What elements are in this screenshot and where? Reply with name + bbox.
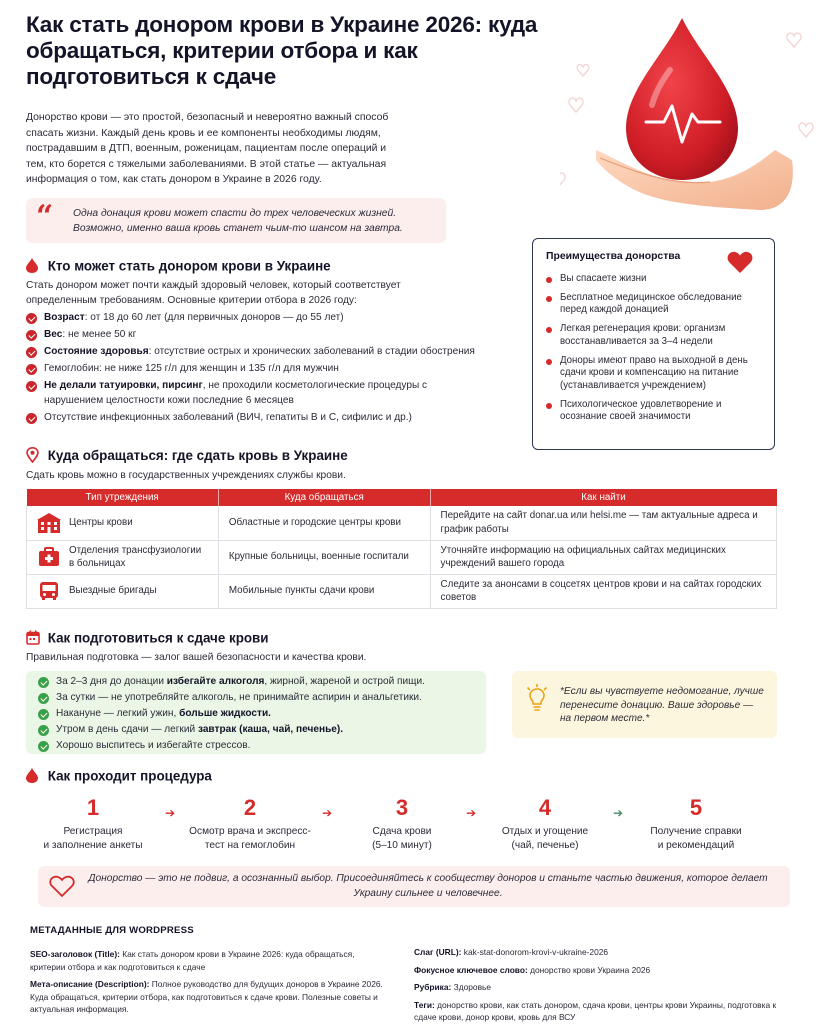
- blood-drop-icon: [26, 258, 44, 276]
- arrow-right-icon: ➔: [466, 806, 477, 820]
- preparation-box: [26, 671, 486, 754]
- step-number: 1: [86, 795, 100, 820]
- meta-tags: Теги: донорство крови, как стать донором, сдача крови, центры крови Украины, подготовка к сдаче крови, донор крови, кровь для ВСУ: [414, 999, 777, 1022]
- criteria-list: [26, 311, 496, 428]
- table-cell-how: Уточняйте информацию на официальных сайтах медицинских учреждений вашего города: [430, 540, 776, 574]
- procedure-step: [332, 796, 472, 853]
- lightbulb-icon: [526, 684, 548, 712]
- table-cell-type-text: Выездные бригады: [69, 585, 157, 597]
- step-text: Получение справки и рекомендаций: [650, 826, 742, 852]
- procedure-step: [23, 796, 163, 853]
- criteria-item: Не делали татуировки, пирсинг, не проходили косметологические процедуры с нарушением целостности кожи последние 6 месяцев: [26, 379, 456, 408]
- intro-paragraph: Донорство крови — это простой, безопасный и невероятно важный способ спасать жизни. Каждый день кровь и ее компоненты необходимы людям, пострадавшим в ДТП, военным, роженицам, пациентам после операций и тем, кто борется с тяжелыми заболеваниями. В этой статье — актуальная информация о том, как стать донором в Украине в 2026 году.: [26, 112, 389, 185]
- check-icon: [26, 330, 37, 341]
- step-number: 5: [689, 795, 703, 820]
- procedure-step: [180, 796, 320, 853]
- criteria-item: Возраст: от 18 до 60 лет (для первичных доноров — до 55 лет): [26, 311, 496, 326]
- meta-rubric: Рубрика: Здоровье: [414, 982, 492, 992]
- section-who-intro: Стать донором может почти каждый здоровый человек, который соответствует определенным требованиям. Основные критерии отбора в 2026 году:: [26, 280, 401, 306]
- table-cell-how: Перейдите на сайт donar.ua или helsi.me — там актуальные адреса и график работы: [430, 506, 776, 540]
- table-cell-where: Мобильные пункты сдачи крови: [218, 574, 430, 608]
- step-number: 2: [243, 795, 257, 820]
- advantages-list: [545, 273, 760, 430]
- calendar-icon: [26, 630, 44, 648]
- check-icon: [38, 709, 49, 720]
- advantage-item: Легкая регенерация крови: организм восстанавливается за 3–4 недели: [545, 323, 760, 348]
- location-pin-icon: [26, 447, 44, 466]
- arrow-right-icon: ➔: [322, 806, 333, 820]
- section-prepare-title: Как подготовиться к сдаче крови: [47, 630, 269, 646]
- section-procedure-title: Как проходит процедура: [47, 768, 212, 784]
- table-cell-type: [27, 574, 219, 608]
- section-who-heading: [26, 258, 331, 276]
- preparation-item: За 2–3 дня до донации избегайте алкоголя, жирной, жареной и острой пищи.: [38, 676, 425, 688]
- table-cell-how: Следите за анонсами в соцсетях центров крови и на сайтах городских советов: [430, 574, 776, 608]
- criteria-item: Вес: не менее 50 кг: [26, 328, 496, 343]
- section-who-title: Кто может стать донором крови в Украине: [47, 258, 331, 274]
- meta-description: Мета-описание (Description): Полное руководство для будущих доноров в Украине 2026. Куда обращаться, критерии отбора, как подготовиться к сдаче крови. Полезные советы и актуальная информация.: [30, 979, 383, 1014]
- preparation-item: За сутки — не употребляйте алкоголь, не принимайте аспирин и анальгетики.: [38, 692, 425, 704]
- preparation-item: Хорошо выспитесь и избегайте стрессов.: [38, 740, 425, 752]
- closing-box: [38, 866, 790, 907]
- advantage-item: Психологическое удовлетворение и осознание своей значимости: [545, 399, 760, 424]
- heart-outline-icon: [49, 875, 75, 898]
- table-row: [27, 540, 777, 574]
- check-icon: [38, 725, 49, 736]
- table-row: [27, 506, 777, 540]
- donation-places-table: [26, 489, 777, 609]
- table-header-cell: Как найти: [430, 489, 776, 506]
- section-procedure-heading: [26, 768, 212, 786]
- quote-icon: “: [36, 199, 54, 234]
- check-icon: [26, 313, 37, 324]
- table-header-cell: Тип утреждения: [27, 489, 219, 506]
- preparation-list: [38, 676, 425, 756]
- procedure-step: [475, 796, 615, 853]
- check-icon: [26, 364, 37, 375]
- check-icon: [26, 413, 37, 424]
- check-icon: [38, 741, 49, 752]
- advantages-box: [532, 238, 775, 450]
- tip-box: [512, 671, 777, 738]
- check-icon: [26, 381, 37, 392]
- building-icon: [37, 513, 61, 533]
- advantage-item: Доноры имеют право на выходной в день сдачи крови и компенсацию на питание (устанавливается учреждением): [545, 355, 760, 393]
- section-where-intro: Сдать кровь можно в государственных учреждениях службы крови.: [26, 470, 346, 481]
- check-icon: [38, 677, 49, 688]
- blood-drop-hand-illustration: [560, 10, 815, 225]
- check-icon: [26, 347, 37, 358]
- closing-text: Донорство — это не подвиг, а осознанный выбор. Присоединяйтесь к сообществу доноров и станьте частью движения, которое делает Украину сильнее и человечнее.: [88, 873, 768, 899]
- table-header-cell: Куда обращаться: [218, 489, 430, 506]
- preparation-item: Накануне — легкий ужин, больше жидкости.: [38, 708, 425, 720]
- arrow-right-icon: ➔: [613, 806, 624, 820]
- meta-seo: SEO-заголовок (Title): Как стать донором крови в Украине 2026: куда обращаться, критерии отбора и как подготовиться к сдаче: [30, 949, 355, 972]
- quote-box: [26, 198, 446, 243]
- arrow-right-icon: ➔: [165, 806, 176, 820]
- section-prepare-intro: Правильная подготовка — залог вашей безопасности и качества крови.: [26, 652, 367, 663]
- bus-icon: [37, 581, 61, 601]
- table-cell-where: Крупные больницы, военные госпитали: [218, 540, 430, 574]
- step-text: Регистрация и заполнение анкеты: [43, 826, 143, 852]
- table-header-row: [27, 489, 777, 506]
- step-text: Сдача крови (5–10 минут): [372, 826, 432, 852]
- page-title: Как стать донором крови в Украине 2026: куда обращаться, критерии отбора и как подготовиться к сдаче: [26, 12, 538, 89]
- criteria-item: Отсутствие инфекционных заболеваний (ВИЧ, гепатиты B и C, сифилис и др.): [26, 411, 496, 426]
- quote-text: Одна донация крови может спасти до трех человеческих жизней. Возможно, именно ваша кровь станет чьим-то шансом на завтра.: [73, 208, 403, 234]
- meta-keyword: Фокусное ключевое слово: донорство крови Украина 2026: [414, 964, 651, 975]
- meta-slug: Слаг (URL): kak-stat-donorom-krovi-v-ukraine-2026: [414, 947, 609, 957]
- tip-text: *Если вы чувствуете недомогание, лучше перенесите донацию. Ваше здоровье — на первом месте.*: [560, 686, 764, 725]
- step-text: Осмотр врача и экспресс- тест на гемоглобин: [189, 826, 311, 852]
- metadata-heading: МЕТАДАННЫЕ ДЛЯ WORDPRESS: [30, 925, 194, 936]
- section-where-title: Куда обращаться: где сдать кровь в Украине: [47, 448, 348, 464]
- table-cell-type: [27, 540, 219, 574]
- table-cell-where: Областные и городские центры крови: [218, 506, 430, 540]
- table-row: [27, 574, 777, 608]
- table-cell-type-text: Центры крови: [69, 517, 133, 528]
- table-cell-type-text: Отделения трансфузиологии в больницах: [69, 544, 202, 569]
- procedure-step: [626, 796, 766, 853]
- metadata-right: [414, 946, 794, 1024]
- criteria-item: Гемоглобин: не ниже 125 г/л для женщин и 135 г/л для мужчин: [26, 362, 496, 377]
- blood-drop-icon: [26, 768, 44, 786]
- first-aid-kit-icon: [37, 547, 61, 567]
- step-text: Отдых и угощение (чай, печенье): [501, 826, 589, 852]
- step-number: 3: [395, 795, 409, 820]
- criteria-item: Состояние здоровья: отсутствие острых и хронических заболеваний в стадии обострения: [26, 345, 496, 360]
- advantages-title: Преимущества донорства: [546, 251, 681, 262]
- step-number: 4: [538, 795, 552, 820]
- check-icon: [38, 693, 49, 704]
- heart-icon: [727, 251, 753, 274]
- section-where-heading: [26, 447, 348, 466]
- table-cell-type: [27, 506, 219, 540]
- metadata-left: [30, 948, 390, 1021]
- advantage-item: Вы спасаете жизни: [545, 273, 760, 286]
- section-prepare-heading: [26, 630, 269, 648]
- preparation-item: Утром в день сдачи — легкий завтрак (каша, чай, печенье).: [38, 724, 425, 736]
- advantage-item: Бесплатное медицинское обследование перед каждой донацией: [545, 292, 760, 317]
